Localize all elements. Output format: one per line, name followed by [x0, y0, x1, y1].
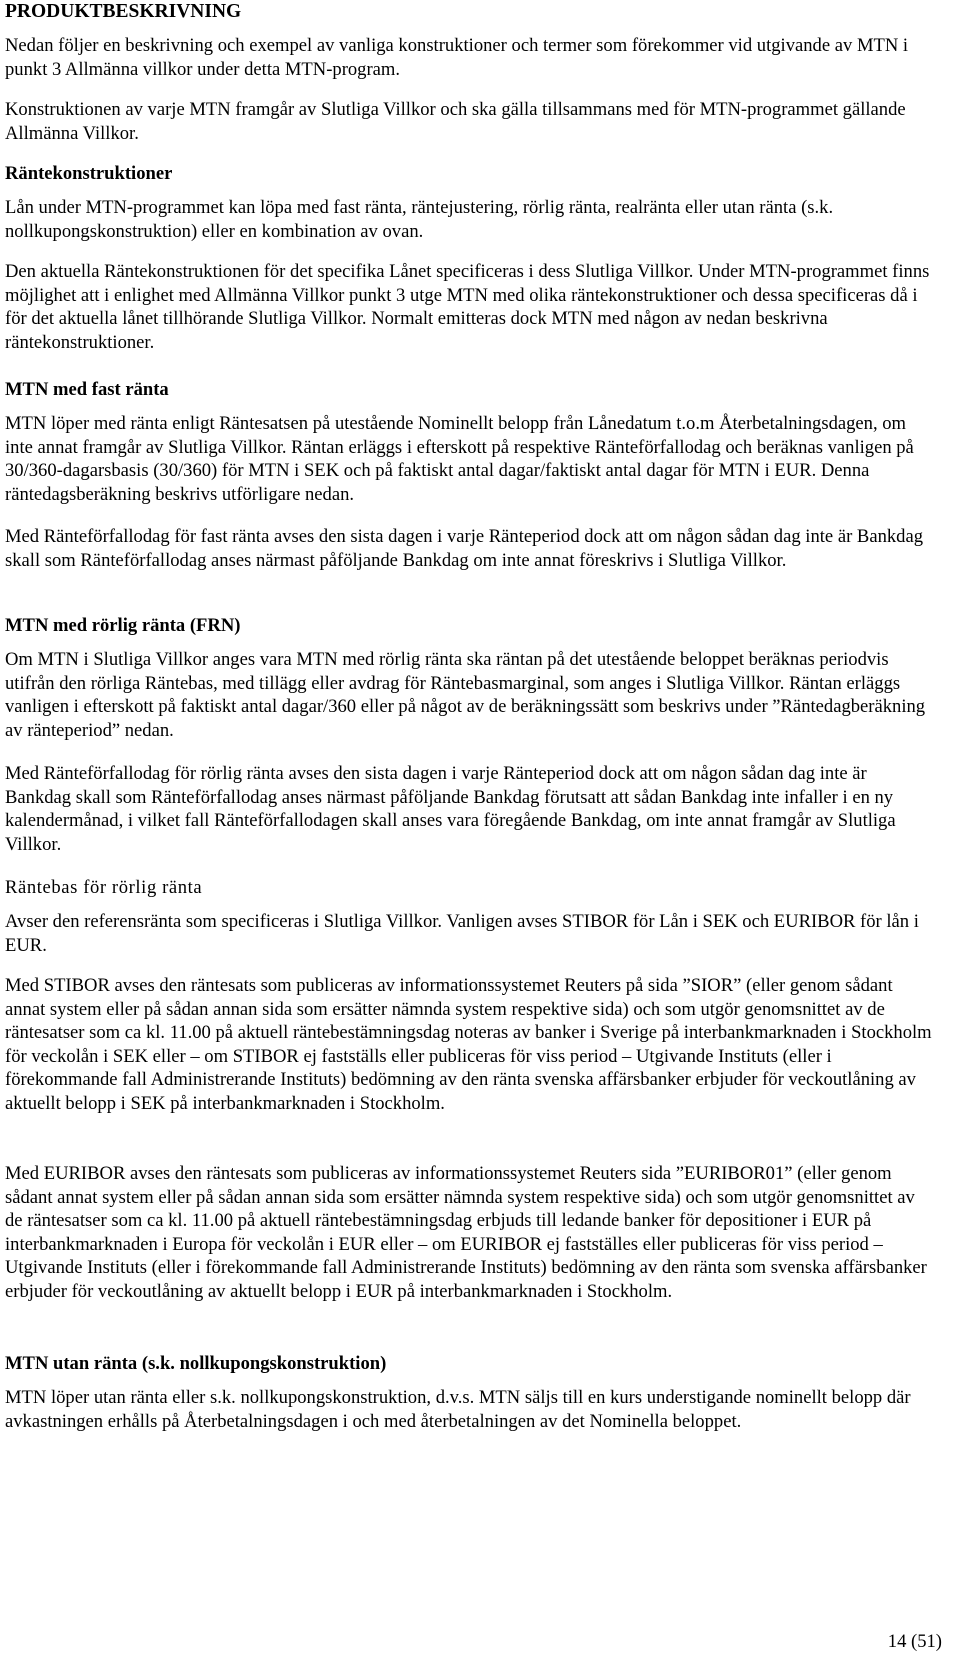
rantebas-paragraph-2: Med STIBOR avses den räntesats som publiceras av informationssystemet Reuters på sida ”SIOR” (eller genom sådant annat system eller på sådan annan sida som ersätter nämnda system respektive sida) och som utgör genomsnittet av de räntesatser som ca kl. 11.00 på aktuell räntebestämningsdag noteras av banker i Sverige på interbankmarknaden i Stockholm för veckolån i SEK eller – om STIBOR ej fastställs eller publiceras för viss period – Utgivande Instituts (eller i förekommande fall Administrerande Instituts) bedömning av den ränta svenska affärsbanker erbjuder för veckoutlåning av aktuellt belopp i SEK på interbankmarknaden i Stockholm. [5, 975, 932, 1114]
page-title: PRODUKTBESKRIVNING [5, 1, 242, 22]
rantebas-paragraph-1: Avser den referensränta som specificeras i Slutliga Villkor. Vanligen avses STIBOR för Lån i SEK och EURIBOR för lån i EUR. [5, 911, 919, 956]
rorlig-ranta-paragraph-1: Om MTN i Slutliga Villkor anges vara MTN med rörlig ränta ska räntan på det utestående beloppet beräknas periodvis utifrån den rörliga Räntebas, med tillägg eller avdrag för Räntebasmarginal, som anges i Slutliga Villkor. Räntan erläggs vanligen i efterskott på faktiskt antal dagar/360 eller på något av de beräkningssätt som beskrivs under ”Räntedagberäkning av ränteperiod” nedan. [5, 649, 926, 741]
heading-rantekonstruktioner: Räntekonstruktioner [5, 163, 173, 184]
heading-rorlig-ranta: MTN med rörlig ränta (FRN) [5, 615, 241, 636]
intro-paragraph-1: Nedan följer en beskrivning och exempel av vanliga konstruktioner och termer som förekommer vid utgivande av MTN i punkt 3 Allmänna villkor under detta MTN-program. [5, 35, 909, 80]
rantebas-paragraph-3: Med EURIBOR avses den räntesats som publiceras av informationssystemet Reuters sida ”EURIBOR01” (eller genom sådant annat system eller på sådan annan sida som ersätter nämnda system respektive sida) och som utgör genomsnittet av de räntesatser som ca kl. 11.00 på aktuell räntebestämningsdag erbjuds till ledande banker för depositioner i EUR på interbankmarknaden i Europa för veckolån i EUR eller – om EURIBOR ej fastställes eller publiceras för viss period – Utgivande Instituts (eller i förekommande fall Administrerande Instituts) bedömning av den ränta som svenska affärsbanker erbjuder för veckoutlåning av aktuellt belopp i EUR på interbankmarknaden i Stockholm. [5, 1163, 927, 1302]
utan-ranta-paragraph-1: MTN löper utan ränta eller s.k. nollkupongskonstruktion, d.v.s. MTN säljs till en kurs understigande nominellt belopp där avkastningen erhålls på Återbetalningsdagen i och med återbetalningen av det Nominella beloppet. [5, 1387, 911, 1432]
page-number: 14 (51) [887, 1631, 942, 1652]
heading-fast-ranta: MTN med fast ränta [5, 379, 169, 400]
rantekonstruktioner-paragraph-1: Lån under MTN-programmet kan löpa med fast ränta, räntejustering, rörlig ränta, realränta eller utan ränta (s.k. nollkupongskonstruktion) eller en kombination av ovan. [5, 197, 834, 242]
intro-paragraph-2: Konstruktionen av varje MTN framgår av Slutliga Villkor och ska gälla tillsammans med för MTN-programmet gällande Allmänna Villkor. [5, 99, 906, 144]
rorlig-ranta-paragraph-2: Med Ränteförfallodag för rörlig ränta avses den sista dagen i varje Ränteperiod dock att om någon sådan dag inte är Bankdag skall som Ränteförfallodag anses närmast påföljande Bankdag förutsatt att sådan Bankdag inte infaller i en ny kalendermånad, i vilket fall Ränteförfallodagen skall anses vara föregående Bankdag, om inte annat framgår av Slutliga Villkor. [5, 763, 896, 855]
heading-rantebas: Räntebas för rörlig ränta [5, 877, 203, 898]
fast-ranta-paragraph-1: MTN löper med ränta enligt Räntesatsen på utestående Nominellt belopp från Lånedatum t.o.m Återbetalningsdagen, om inte annat framgår av Slutliga Villkor. Räntan erläggs i efterskott på respektive Ränteförfallodag och beräknas vanligen på 30/360-dagarsbasis (30/360) för MTN i SEK och på faktiskt antal dagar/faktiskt antal dagar för MTN i EUR. Denna räntedagsberäkning beskrivs utförligare nedan. [5, 413, 914, 505]
rantekonstruktioner-paragraph-2: Den aktuella Räntekonstruktionen för det specifika Lånet specificeras i dess Slutliga Villkor. Under MTN-programmet finns möjlighet att i enlighet med Allmänna Villkor punkt 3 utge MTN med olika räntekonstruktioner och dessa specificeras då i för det aktuella lånet tillhörande Slutliga Villkor. Normalt emitteras dock MTN med någon av nedan beskrivna räntekonstruktioner. [5, 261, 930, 353]
heading-utan-ranta: MTN utan ränta (s.k. nollkupongskonstruktion) [5, 1353, 387, 1374]
fast-ranta-paragraph-2: Med Ränteförfallodag för fast ränta avses den sista dagen i varje Ränteperiod dock att om någon sådan dag inte är Bankdag skall som Ränteförfallodag anses närmast påföljande Bankdag om inte annat föreskrivs i Slutliga Villkor. [5, 526, 924, 571]
